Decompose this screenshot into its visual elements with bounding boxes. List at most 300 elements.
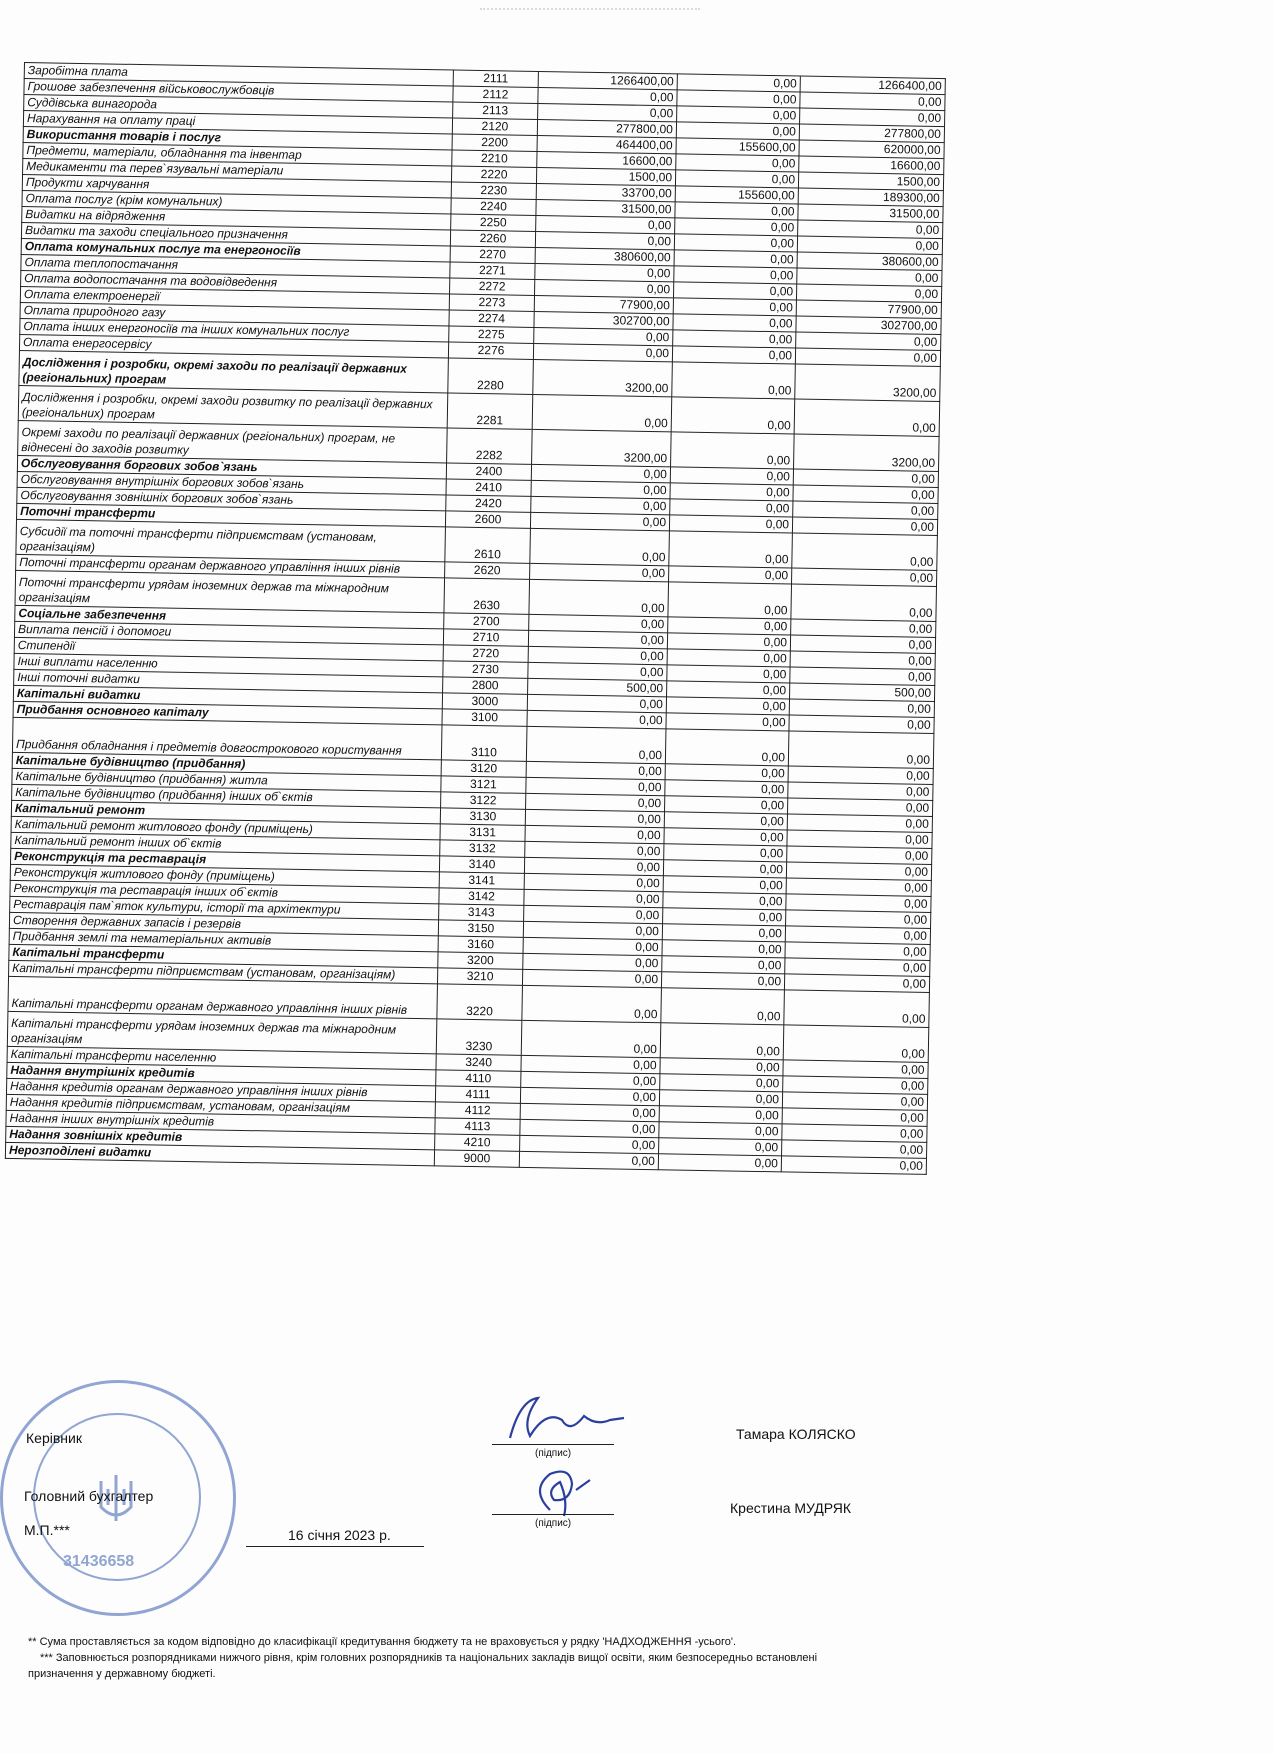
row-name: Стипендії xyxy=(14,637,443,660)
row-value-special: 0,00 xyxy=(670,483,793,501)
row-value-special: 0,00 xyxy=(674,250,797,268)
row-name: Грошове забезпечення військовослужбовців xyxy=(24,79,453,102)
row-code: 2274 xyxy=(449,310,534,327)
row-name: Використання товарів і послуг xyxy=(23,126,452,149)
row-code: 3122 xyxy=(441,792,526,809)
row-value-total: 620000,00 xyxy=(799,140,944,159)
row-value-total: 0,00 xyxy=(782,1140,927,1159)
row-code: 2240 xyxy=(451,198,536,215)
row-name: Капітальний ремонт житлового фонду (приміщень) xyxy=(11,816,440,839)
row-value-total: 0,00 xyxy=(785,926,930,945)
row-code: 3100 xyxy=(442,709,527,726)
row-value-total: 0,00 xyxy=(783,1025,929,1063)
row-value-general: 0,00 xyxy=(520,1135,659,1153)
footnote-3: призначення у державному бюджеті. xyxy=(28,1668,216,1680)
row-name: Капітальне будівництво (придбання) xyxy=(12,752,441,775)
row-name: Соціальне забезпечення xyxy=(15,605,444,628)
row-value-special: 0,00 xyxy=(658,1154,781,1172)
row-name: Інші поточні видатки xyxy=(14,669,443,692)
row-name: Видатки та заходи спеціального призначення xyxy=(21,222,450,245)
row-name: Заробітна плата xyxy=(24,63,453,86)
row-name: Капітальні видатки xyxy=(13,685,442,708)
row-name: Субсидії та поточні трансферти підприємствам (установам, організаціям) xyxy=(16,519,446,561)
row-value-general: 0,00 xyxy=(525,841,664,859)
row-name: Оплата водопостачання та водовідведення xyxy=(21,270,450,293)
row-value-general: 0,00 xyxy=(520,1103,659,1121)
row-value-special: 0,00 xyxy=(665,729,789,766)
row-code: 4210 xyxy=(435,1134,520,1151)
row-name: Придбання землі та нематеріальних активів xyxy=(9,928,438,951)
row-code: 2282 xyxy=(447,428,533,464)
row-value-general: 0,00 xyxy=(524,857,663,875)
row-value-special: 0,00 xyxy=(667,633,790,651)
row-value-special: 0,00 xyxy=(673,314,796,332)
row-value-total: 0,00 xyxy=(787,830,932,849)
row-value-special: 0,00 xyxy=(661,972,784,990)
row-value-special: 0,00 xyxy=(662,956,785,974)
row-value-special: 0,00 xyxy=(677,106,800,124)
row-value-general: 0,00 xyxy=(523,937,662,955)
row-value-special: 0,00 xyxy=(660,1074,783,1092)
row-code: 3140 xyxy=(439,856,524,873)
row-code: 2210 xyxy=(452,150,537,167)
row-value-special: 0,00 xyxy=(673,298,796,316)
row-value-general: 0,00 xyxy=(525,825,664,843)
row-value-general: 0,00 xyxy=(535,263,674,281)
row-value-general: 464400,00 xyxy=(537,135,676,153)
row-value-special: 0,00 xyxy=(667,681,790,699)
row-code: 4110 xyxy=(436,1070,521,1087)
date: 16 січня 2023 р. xyxy=(288,1527,391,1543)
row-value-special: 0,00 xyxy=(671,397,795,434)
row-value-special: 0,00 xyxy=(675,170,798,188)
row-name: Видатки на відрядження xyxy=(22,206,451,229)
row-value-general: 0,00 xyxy=(521,1055,660,1073)
row-value-special: 0,00 xyxy=(674,266,797,284)
row-name: Поточні трансферти органам державного управління інших рівнів xyxy=(16,554,445,577)
row-value-special: 155600,00 xyxy=(675,186,798,204)
row-value-total: 0,00 xyxy=(792,568,937,587)
row-value-special: 0,00 xyxy=(665,764,788,782)
row-name: Капітальний ремонт інших об`єктів xyxy=(11,832,440,855)
row-code: 2610 xyxy=(445,527,531,563)
row-value-general: 0,00 xyxy=(522,969,661,987)
row-value-total: 277800,00 xyxy=(799,124,944,143)
row-value-total: 1500,00 xyxy=(798,172,943,191)
row-value-special: 0,00 xyxy=(667,649,790,667)
accountant-sign-line xyxy=(492,1514,614,1515)
row-value-total: 0,00 xyxy=(788,766,933,785)
row-code: 4111 xyxy=(435,1086,520,1103)
row-value-special: 0,00 xyxy=(672,362,796,399)
row-value-total: 1266400,00 xyxy=(800,76,945,95)
row-code: 3220 xyxy=(437,984,523,1020)
row-value-general: 0,00 xyxy=(520,1119,659,1137)
row-value-general: 0,00 xyxy=(536,215,675,233)
row-name: Дослідження і розробки, окремі заходи по реалізації державних (регіональних) програм xyxy=(19,350,449,392)
row-value-total: 0,00 xyxy=(797,268,942,287)
row-code: 3000 xyxy=(442,693,527,710)
row-code: 3150 xyxy=(438,920,523,937)
row-name: Поточні трансферти xyxy=(17,503,446,526)
row-code: 2620 xyxy=(445,562,530,579)
row-value-total: 0,00 xyxy=(798,220,943,239)
row-code: 2276 xyxy=(448,342,533,359)
row-name: Суддівська винагорода xyxy=(24,95,453,118)
row-code: 3142 xyxy=(439,888,524,905)
row-code: 3130 xyxy=(440,808,525,825)
row-value-general: 31500,00 xyxy=(536,199,675,217)
row-code: 2230 xyxy=(451,182,536,199)
row-value-total: 31500,00 xyxy=(798,204,943,223)
row-name: Капітальні трансферти органам державного управління інших рівнів xyxy=(8,976,438,1018)
row-value-total: 3200,00 xyxy=(794,434,940,472)
row-value-general: 0,00 xyxy=(528,630,667,648)
row-code: 3240 xyxy=(436,1054,521,1071)
row-value-special: 0,00 xyxy=(672,346,795,364)
row-name: Капітальні трансферти підприємствам (установам, організаціям) xyxy=(9,960,438,983)
row-value-special: 0,00 xyxy=(669,515,792,533)
row-value-total: 0,00 xyxy=(793,469,938,488)
row-value-total: 0,00 xyxy=(790,651,935,670)
row-code: 2730 xyxy=(443,661,528,678)
row-code: 2250 xyxy=(451,214,536,231)
row-value-special: 0,00 xyxy=(669,531,793,568)
row-value-total: 0,00 xyxy=(794,399,940,437)
row-value-general: 0,00 xyxy=(521,1020,661,1057)
head-sign-line xyxy=(492,1444,614,1445)
row-code: 2112 xyxy=(453,86,538,103)
row-value-total: 0,00 xyxy=(788,782,933,801)
row-name: Придбання обладнання і предметів довгострокового користування xyxy=(12,717,442,759)
head-name: Тамара КОЛЯСКО xyxy=(736,1426,856,1442)
row-code: 2400 xyxy=(446,463,531,480)
row-name: Капітальні трансферти xyxy=(9,944,438,967)
head-sign-caption: (підпис) xyxy=(535,1448,572,1459)
row-value-total: 0,00 xyxy=(786,910,931,929)
expenditure-table xyxy=(5,62,946,1175)
row-value-total: 3200,00 xyxy=(795,364,941,402)
row-name: Медикаменти та перев`язувальні матеріали xyxy=(23,158,452,181)
row-value-total: 0,00 xyxy=(792,533,938,571)
row-value-special: 0,00 xyxy=(677,90,800,108)
row-value-general: 0,00 xyxy=(529,614,668,632)
row-value-general: 0,00 xyxy=(526,793,665,811)
row-value-general: 0,00 xyxy=(524,873,663,891)
row-value-total: 0,00 xyxy=(789,715,934,734)
row-value-general: 0,00 xyxy=(526,726,666,763)
date-line xyxy=(246,1546,424,1547)
row-value-total: 302700,00 xyxy=(796,316,941,335)
row-value-special: 0,00 xyxy=(666,697,789,715)
row-code: 3210 xyxy=(437,968,522,985)
row-value-special: 0,00 xyxy=(659,1106,782,1124)
row-name: Реконструкція житлового фонду (приміщень) xyxy=(10,864,439,887)
row-name: Капітальні трансферти населенню xyxy=(7,1046,436,1069)
row-value-total: 0,00 xyxy=(800,92,945,111)
row-value-special: 0,00 xyxy=(675,218,798,236)
row-value-general: 3200,00 xyxy=(532,429,672,466)
row-value-special: 0,00 xyxy=(673,282,796,300)
row-value-total: 0,00 xyxy=(788,731,934,769)
row-name: Оплата комунальних послуг та енергоносіїв xyxy=(21,238,450,261)
accountant-label: Головний бухгалтер xyxy=(24,1488,154,1504)
row-name: Капітальні трансферти урядам іноземних держав та міжнародним організаціям xyxy=(7,1011,437,1053)
row-name: Нарахування на оплату праці xyxy=(23,111,452,134)
row-value-special: 0,00 xyxy=(660,1058,783,1076)
row-value-special: 0,00 xyxy=(665,780,788,798)
row-name: Інші виплати населенню xyxy=(14,653,443,676)
row-value-general: 33700,00 xyxy=(536,183,675,201)
head-signature xyxy=(500,1390,630,1448)
row-name: Створення державних запасів і резервів xyxy=(9,912,438,935)
row-value-special: 0,00 xyxy=(673,330,796,348)
row-value-general: 0,00 xyxy=(529,579,669,616)
row-value-general: 0,00 xyxy=(531,496,670,514)
row-value-total: 0,00 xyxy=(791,619,936,638)
row-name: Реставрація пам`яток культури, історії та архітектури xyxy=(10,896,439,919)
row-value-general: 0,00 xyxy=(534,327,673,345)
row-code: 3160 xyxy=(438,936,523,953)
footnote-2: *** Заповнюється розпорядниками нижчого рівня, крім головних розпорядників та національних закладів вищої освіти, яким безпосередньо встановлені xyxy=(40,1652,818,1664)
row-value-total: 0,00 xyxy=(795,348,940,367)
row-value-general: 0,00 xyxy=(538,87,677,105)
row-code: 4113 xyxy=(435,1118,520,1135)
row-code: 2200 xyxy=(452,134,537,151)
row-name: Обслуговування зовнішніх боргових зобов`язань xyxy=(17,487,446,510)
row-value-total: 0,00 xyxy=(793,485,938,504)
row-value-general: 0,00 xyxy=(527,710,666,728)
row-value-total: 0,00 xyxy=(785,942,930,961)
row-value-total: 0,00 xyxy=(784,990,930,1028)
row-code: 2111 xyxy=(453,70,538,87)
row-value-special: 0,00 xyxy=(663,892,786,910)
row-value-total: 0,00 xyxy=(790,667,935,686)
row-value-general: 302700,00 xyxy=(534,311,673,329)
row-value-special: 0,00 xyxy=(664,812,787,830)
row-value-total: 0,00 xyxy=(787,846,932,865)
row-value-total: 0,00 xyxy=(782,1108,927,1127)
row-code: 2260 xyxy=(450,230,535,247)
row-name: Оплата інших енергоносіїв та інших комунальних послуг xyxy=(20,318,449,341)
row-value-general: 500,00 xyxy=(528,678,667,696)
row-value-general: 1266400,00 xyxy=(538,71,677,89)
row-value-total: 0,00 xyxy=(790,635,935,654)
row-value-special: 0,00 xyxy=(663,908,786,926)
row-value-total: 0,00 xyxy=(781,1156,926,1175)
footnote-1: ** Сума проставляється за кодом відповідно до класифікації кредитування бюджету та не враховується у рядку 'НАДХОДЖЕННЯ -усього'. xyxy=(28,1636,737,1648)
row-value-special: 0,00 xyxy=(676,122,799,140)
row-code: 4112 xyxy=(435,1102,520,1119)
row-value-total: 0,00 xyxy=(791,584,937,622)
row-name: Оплата послуг (крім комунальних) xyxy=(22,190,451,213)
row-name: Надання внутрішніх кредитів xyxy=(7,1062,436,1085)
row-value-total: 189300,00 xyxy=(798,188,943,207)
row-value-general: 0,00 xyxy=(528,646,667,664)
row-value-total: 0,00 xyxy=(784,974,929,993)
row-code: 2700 xyxy=(444,613,529,630)
row-code: 2710 xyxy=(443,629,528,646)
row-name: Поточні трансферти урядам іноземних держав та міжнародним організаціям xyxy=(15,570,445,612)
row-value-general: 277800,00 xyxy=(537,119,676,137)
row-value-total: 0,00 xyxy=(786,878,931,897)
row-value-special: 0,00 xyxy=(668,617,791,635)
row-code: 3110 xyxy=(441,725,527,761)
row-value-general: 0,00 xyxy=(526,777,665,795)
row-value-special: 0,00 xyxy=(664,828,787,846)
row-value-general: 0,00 xyxy=(532,394,672,431)
row-code: 2280 xyxy=(448,358,534,394)
row-name: Надання інших внутрішніх кредитів xyxy=(6,1110,435,1133)
row-code: 2272 xyxy=(450,278,535,295)
row-value-special: 0,00 xyxy=(674,234,797,252)
row-code: 2420 xyxy=(446,495,531,512)
row-value-special: 0,00 xyxy=(675,202,798,220)
row-value-special: 0,00 xyxy=(666,713,789,731)
row-value-general: 0,00 xyxy=(530,563,669,581)
row-value-general: 0,00 xyxy=(527,694,666,712)
row-value-special: 0,00 xyxy=(659,1122,782,1140)
row-name: Обслуговування боргових зобов`язань xyxy=(17,455,446,478)
row-value-total: 0,00 xyxy=(792,517,937,536)
row-value-special: 0,00 xyxy=(662,924,785,942)
accountant-sign-caption: (підпис) xyxy=(535,1518,572,1529)
row-code: 3143 xyxy=(439,904,524,921)
row-value-general: 0,00 xyxy=(533,343,672,361)
row-code: 2275 xyxy=(449,326,534,343)
row-value-general: 0,00 xyxy=(531,480,670,498)
row-value-general: 0,00 xyxy=(535,231,674,249)
row-code: 2281 xyxy=(447,393,533,429)
row-value-general: 0,00 xyxy=(525,809,664,827)
row-value-total: 77900,00 xyxy=(796,300,941,319)
row-value-special: 0,00 xyxy=(669,566,792,584)
row-value-general: 0,00 xyxy=(524,905,663,923)
row-value-general: 0,00 xyxy=(519,1151,658,1169)
row-name: Оплата енергосервісу xyxy=(19,334,448,357)
head-label: Керівник xyxy=(26,1430,82,1446)
row-value-special: 0,00 xyxy=(661,988,785,1025)
row-value-general: 0,00 xyxy=(530,528,670,565)
row-value-general: 3200,00 xyxy=(533,359,673,396)
row-value-total: 0,00 xyxy=(796,332,941,351)
row-name: Надання кредитів підприємствам, установам, організаціям xyxy=(6,1094,435,1117)
row-code: 2271 xyxy=(450,262,535,279)
row-value-total: 0,00 xyxy=(782,1124,927,1143)
row-value-special: 0,00 xyxy=(660,1023,784,1060)
row-name: Окремі заходи по реалізації державних (регіональних) програм, не віднесені до заходів розвитку xyxy=(18,420,448,462)
row-value-general: 1500,00 xyxy=(536,167,675,185)
row-value-general: 0,00 xyxy=(528,662,667,680)
row-code: 3132 xyxy=(440,840,525,857)
row-name: Оплата електроенергії xyxy=(20,286,449,309)
row-value-special: 0,00 xyxy=(665,796,788,814)
row-name: Предмети, матеріали, обладнання та інвентар xyxy=(23,142,452,165)
row-name: Капітальний ремонт xyxy=(11,800,440,823)
row-code: 2720 xyxy=(443,645,528,662)
row-name: Обслуговування внутрішніх боргових зобов`язань xyxy=(17,471,446,494)
row-code: 9000 xyxy=(434,1150,519,1167)
row-name: Оплата теплопостачання xyxy=(21,254,450,277)
row-value-general: 0,00 xyxy=(524,889,663,907)
row-value-total: 0,00 xyxy=(782,1092,927,1111)
accountant-signature xyxy=(520,1460,600,1522)
row-value-special: 0,00 xyxy=(668,582,792,619)
row-name: Придбання основного капіталу xyxy=(13,701,442,724)
row-name: Продукти харчування xyxy=(22,174,451,197)
row-code: 2600 xyxy=(445,511,530,528)
row-code: 3121 xyxy=(441,776,526,793)
row-code: 2120 xyxy=(452,118,537,135)
row-value-total: 0,00 xyxy=(787,814,932,833)
row-value-total: 500,00 xyxy=(790,683,935,702)
row-code: 3120 xyxy=(441,760,526,777)
row-value-special: 0,00 xyxy=(670,499,793,517)
row-value-general: 77900,00 xyxy=(534,295,673,313)
row-value-total: 0,00 xyxy=(789,699,934,718)
row-name: Реконструкція та реставрація інших об`єктів xyxy=(10,880,439,903)
row-value-special: 0,00 xyxy=(667,665,790,683)
row-name: Надання кредитів органам державного управління інших рівнів xyxy=(6,1078,435,1101)
row-name: Виплата пенсій і допомоги xyxy=(14,621,443,644)
row-value-total: 0,00 xyxy=(800,108,945,127)
row-code: 2273 xyxy=(449,294,534,311)
row-name: Оплата природного газу xyxy=(20,302,449,325)
row-value-special: 155600,00 xyxy=(676,138,799,156)
row-code: 3141 xyxy=(439,872,524,889)
row-name: Нерозподілені видатки xyxy=(5,1142,434,1165)
row-name: Капітальне будівництво (придбання) інших об`єктів xyxy=(12,784,441,807)
row-value-general: 0,00 xyxy=(538,103,677,121)
row-code: 2630 xyxy=(444,578,530,614)
row-name: Дослідження і розробки, окремі заходи розвитку по реалізації державних (регіональних) програм xyxy=(18,385,448,427)
row-name: Капітальне будівництво (придбання) житла xyxy=(12,768,441,791)
row-value-total: 380600,00 xyxy=(797,252,942,271)
row-code: 2800 xyxy=(443,677,528,694)
row-name: Надання зовнішніх кредитів xyxy=(6,1126,435,1149)
row-value-total: 0,00 xyxy=(783,1060,928,1079)
row-value-special: 0,00 xyxy=(676,154,799,172)
row-value-total: 0,00 xyxy=(785,958,930,977)
row-value-general: 0,00 xyxy=(530,512,669,530)
seal-label: М.П.*** xyxy=(24,1522,70,1538)
row-value-total: 0,00 xyxy=(783,1076,928,1095)
row-value-special: 0,00 xyxy=(659,1090,782,1108)
row-value-total: 0,00 xyxy=(797,236,942,255)
stamp-number: 31436658 xyxy=(63,1553,135,1570)
row-value-special: 0,00 xyxy=(670,467,793,485)
row-value-total: 0,00 xyxy=(796,284,941,303)
row-value-special: 0,00 xyxy=(662,940,785,958)
row-value-general: 0,00 xyxy=(521,1071,660,1089)
row-value-special: 0,00 xyxy=(677,74,800,92)
row-value-general: 0,00 xyxy=(520,1087,659,1105)
row-code: 3131 xyxy=(440,824,525,841)
accountant-name: Крестина МУДРЯК xyxy=(730,1500,852,1516)
row-code: 2220 xyxy=(451,166,536,183)
row-value-general: 0,00 xyxy=(523,953,662,971)
row-value-general: 0,00 xyxy=(535,279,674,297)
row-value-special: 0,00 xyxy=(664,844,787,862)
row-value-total: 0,00 xyxy=(786,894,931,913)
row-value-special: 0,00 xyxy=(663,860,786,878)
row-value-general: 16600,00 xyxy=(537,151,676,169)
row-value-general: 0,00 xyxy=(526,761,665,779)
row-value-general: 0,00 xyxy=(522,985,662,1022)
row-value-total: 16600,00 xyxy=(799,156,944,175)
row-value-total: 0,00 xyxy=(786,862,931,881)
row-code: 2270 xyxy=(450,246,535,263)
